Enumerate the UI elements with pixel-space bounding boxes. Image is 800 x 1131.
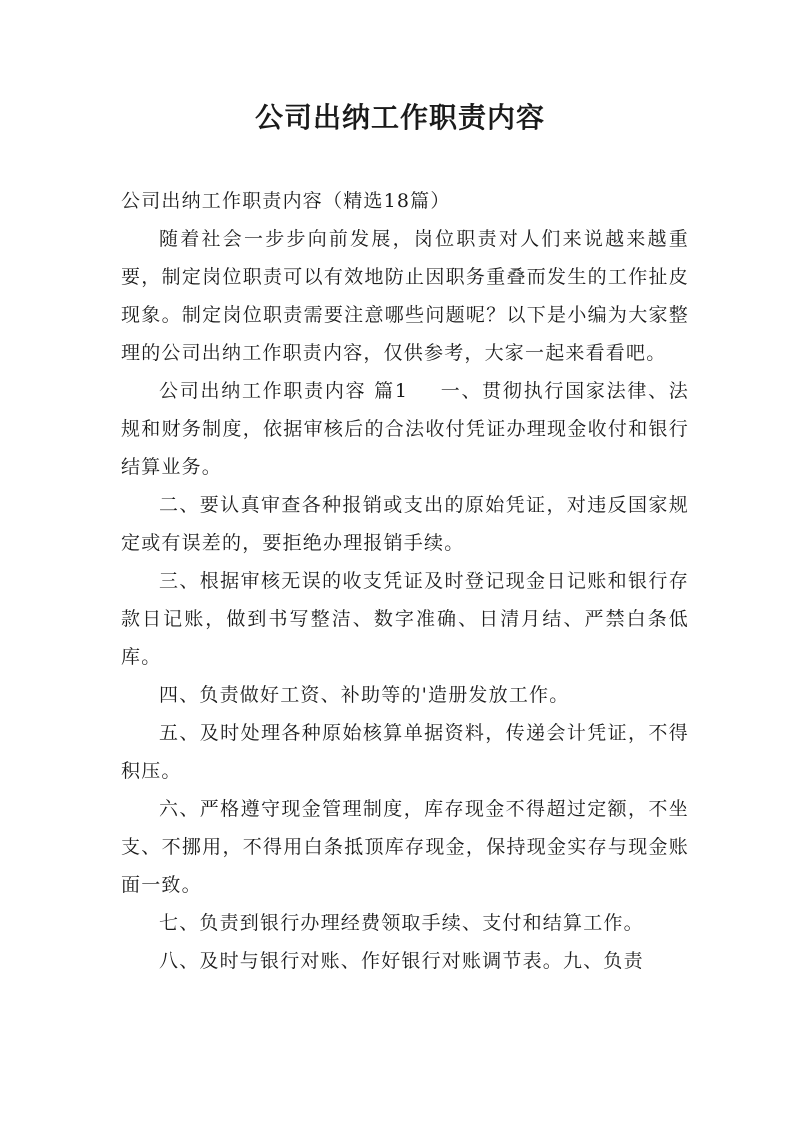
document-body xyxy=(121,182,689,980)
duty-paragraph-2: 二、要认真审查各种报销或支出的原始凭证，对违反国家规定或有误差的，要拒绝办理报销手续。 xyxy=(121,494,689,554)
duty-paragraph-7: 七、负责到银行办理经费领取手续、支付和结算工作。 xyxy=(159,912,644,934)
intro-paragraph: 随着社会一步步向前发展，岗位职责对人们来说越来越重要，制定岗位职责可以有效地防止因职务重叠而发生的工作扯皮现象。制定岗位职责需要注意哪些问题呢？以下是小编为大家整理的公司出纳工作职责内容，仅供参考，大家一起来看看吧。 xyxy=(121,228,689,364)
document-subtitle: 公司出纳工作职责内容（精选18篇） xyxy=(121,190,451,212)
duty-paragraph-5: 五、及时处理各种原始核算单据资料，传递会计凭证，不得积压。 xyxy=(121,722,689,782)
duty-paragraph-1: 一、贯彻执行国家法律、法规和财务制度，依据审核后的合法收付凭证办理现金收付和银行结算业务。 xyxy=(121,380,690,478)
document-title: 公司出纳工作职责内容 xyxy=(254,101,545,134)
duty-paragraph-3: 三、根据审核无误的收支凭证及时登记现金日记账和银行存款日记账，做到书写整洁、数字准确、日清月结、严禁白条低库。 xyxy=(121,570,689,668)
section-heading: 公司出纳工作职责内容 篇1 xyxy=(159,380,409,402)
duty-paragraph-4: 四、负责做好工资、补助等的'造册发放工作。 xyxy=(159,684,570,706)
section-first-paragraph xyxy=(121,372,689,486)
duty-paragraph-8: 八、及时与银行对账、作好银行对账调节表。九、负责 xyxy=(159,950,644,972)
duty-paragraph-6: 六、严格遵守现金管理制度，库存现金不得超过定额，不坐支、不挪用，不得用白条抵顶库存现金，保持现金实存与现金账面一致。 xyxy=(121,798,689,896)
